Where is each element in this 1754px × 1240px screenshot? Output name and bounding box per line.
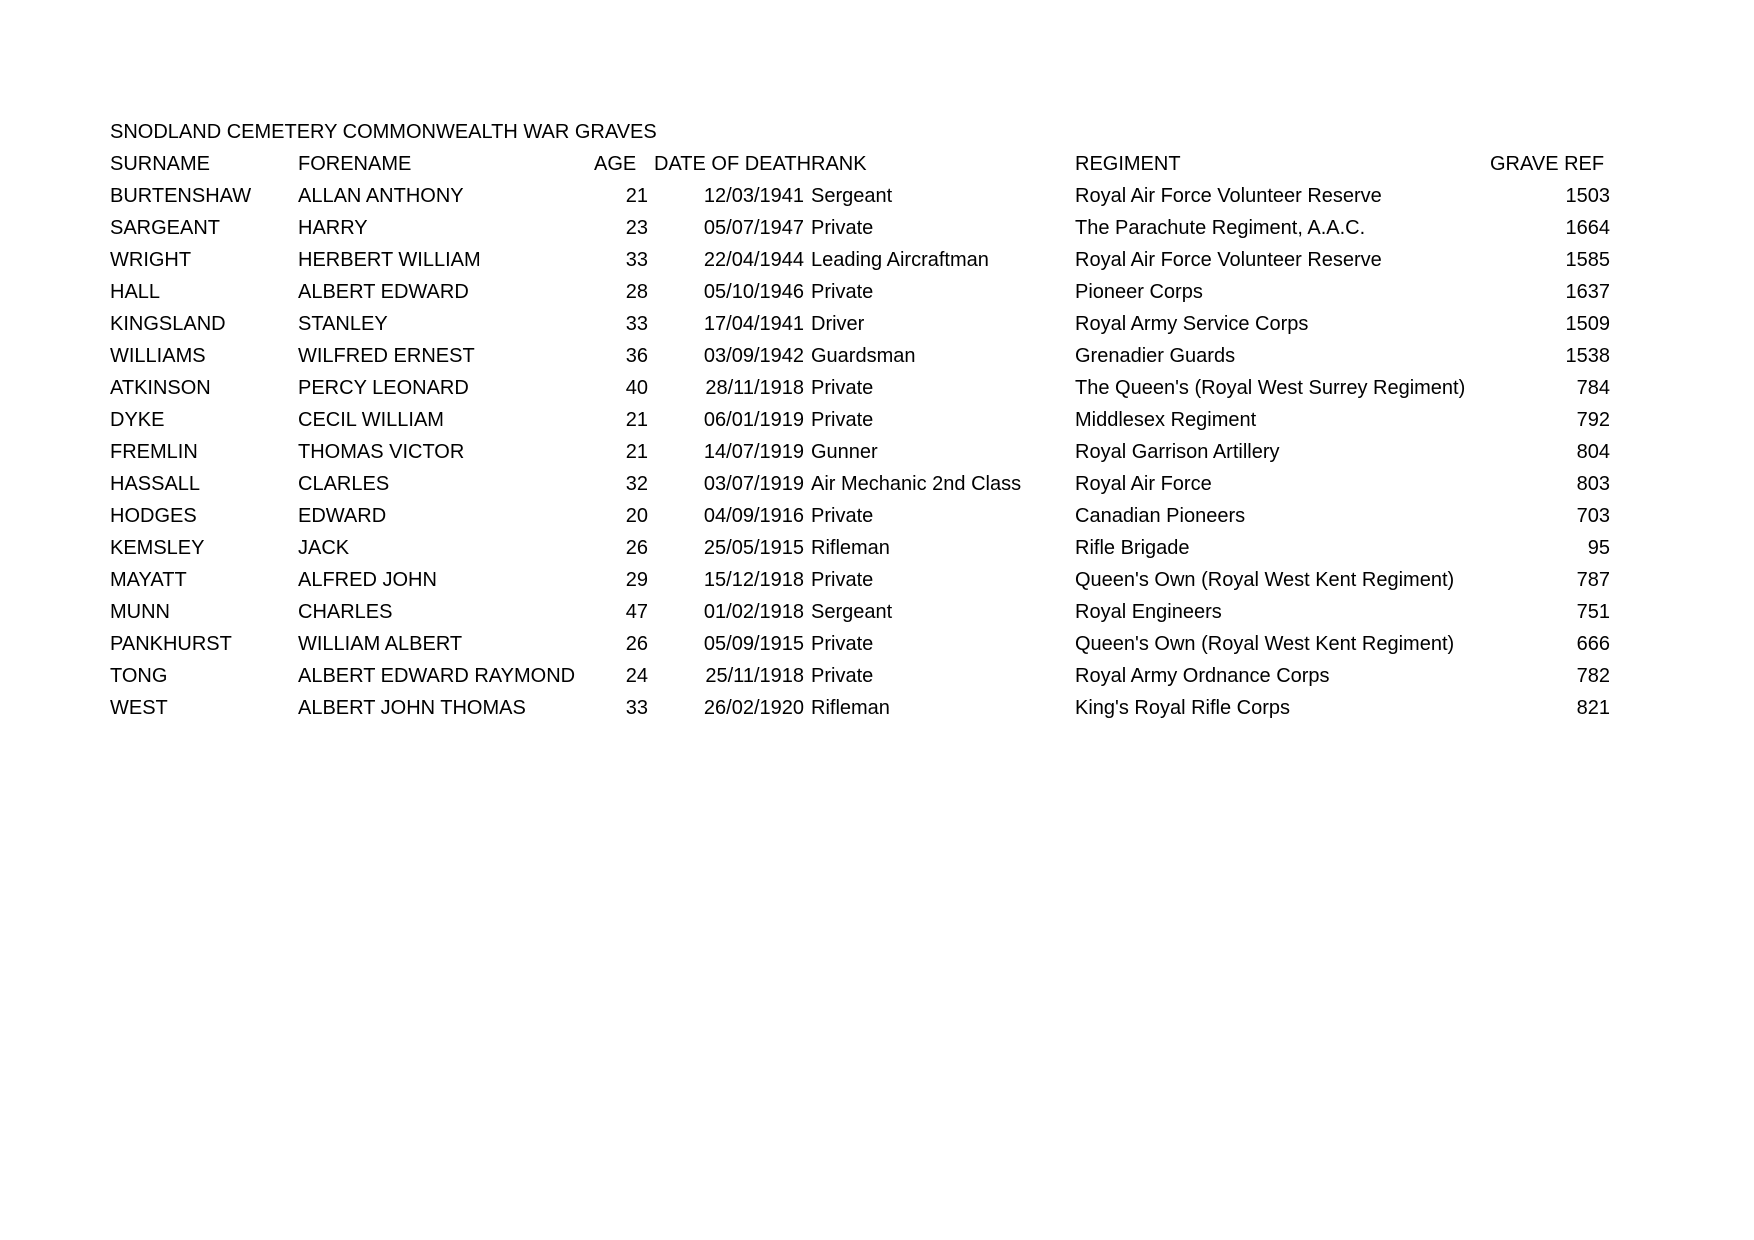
cell-rank: Leading Aircraftman [811, 249, 989, 271]
cell-surname: MAYATT [110, 569, 187, 591]
cell-forename: ALBERT EDWARD [298, 281, 469, 303]
cell-regiment: The Queen's (Royal West Surrey Regiment) [1075, 377, 1466, 399]
cell-surname: SARGEANT [110, 217, 221, 239]
table-body [110, 180, 1610, 724]
cell-date-of-death: 14/07/1919 [703, 441, 804, 463]
cell-regiment: King's Royal Rifle Corps [1075, 697, 1291, 719]
cell-grave-ref: 803 [1576, 473, 1610, 495]
cell-regiment: Royal Engineers [1075, 601, 1222, 623]
cell-forename: CLARLES [298, 473, 390, 495]
cell-forename: CECIL WILLIAM [298, 409, 444, 431]
cell-regiment: Grenadier Guards [1075, 345, 1236, 367]
table-row [110, 340, 1610, 372]
cell-date-of-death: 26/02/1920 [703, 697, 804, 719]
table-row [110, 692, 1610, 724]
cell-forename: EDWARD [298, 505, 387, 527]
cell-rank: Rifleman [811, 537, 890, 559]
cell-surname: HASSALL [110, 473, 201, 495]
table-row [110, 212, 1610, 244]
cell-surname: DYKE [110, 409, 165, 431]
cell-date-of-death: 05/10/1946 [703, 281, 804, 303]
cell-forename: HARRY [298, 217, 368, 239]
cell-age: 21 [625, 185, 648, 207]
table-row [110, 532, 1610, 564]
cell-surname: WILLIAMS [110, 345, 206, 367]
header-forename: FORENAME [298, 153, 412, 175]
cell-date-of-death: 25/11/1918 [705, 665, 804, 687]
table-row [110, 276, 1610, 308]
cell-grave-ref: 1509 [1565, 313, 1610, 335]
cell-grave-ref: 751 [1576, 601, 1610, 623]
cell-grave-ref: 1538 [1565, 345, 1610, 367]
header-row [110, 148, 1610, 180]
table-row [110, 404, 1610, 436]
cell-rank: Private [811, 505, 874, 527]
cell-rank: Gunner [811, 441, 878, 463]
page-title: SNODLAND CEMETERY COMMONWEALTH WAR GRAVES [110, 121, 657, 143]
table-row [110, 372, 1610, 404]
table-row [110, 660, 1610, 692]
cell-age: 33 [625, 697, 648, 719]
header-surname: SURNAME [110, 153, 211, 175]
cell-surname: KEMSLEY [110, 537, 205, 559]
table-row [110, 628, 1610, 660]
cell-age: 36 [625, 345, 648, 367]
cell-grave-ref: 784 [1576, 377, 1610, 399]
cell-forename: ALBERT EDWARD RAYMOND [298, 665, 576, 687]
cell-rank: Private [811, 569, 874, 591]
header-grave-ref: GRAVE REF [1490, 153, 1605, 175]
cell-grave-ref: 821 [1576, 697, 1610, 719]
cell-surname: TONG [110, 665, 168, 687]
cell-age: 32 [625, 473, 648, 495]
cell-grave-ref: 1637 [1565, 281, 1610, 303]
table-row [110, 468, 1610, 500]
cell-forename: WILLIAM ALBERT [298, 633, 463, 655]
cell-regiment: Canadian Pioneers [1075, 505, 1246, 527]
cell-grave-ref: 95 [1587, 537, 1610, 559]
cell-surname: HODGES [110, 505, 197, 527]
cell-surname: WRIGHT [110, 249, 192, 271]
cell-date-of-death: 04/09/1916 [703, 505, 804, 527]
table-row [110, 564, 1610, 596]
cell-date-of-death: 12/03/1941 [703, 185, 804, 207]
cell-forename: WILFRED ERNEST [298, 345, 475, 367]
cell-surname: FREMLIN [110, 441, 198, 463]
cell-rank: Private [811, 409, 874, 431]
cell-surname: WEST [110, 697, 168, 719]
cell-forename: CHARLES [298, 601, 393, 623]
cell-surname: BURTENSHAW [110, 185, 252, 207]
cell-date-of-death: 01/02/1918 [703, 601, 804, 623]
cell-regiment: Royal Air Force Volunteer Reserve [1075, 185, 1382, 207]
cell-age: 33 [625, 249, 648, 271]
cell-regiment: Pioneer Corps [1075, 281, 1203, 303]
cell-date-of-death: 17/04/1941 [703, 313, 804, 335]
cell-date-of-death: 03/09/1942 [703, 345, 804, 367]
cell-regiment: Queen's Own (Royal West Kent Regiment) [1075, 633, 1455, 655]
cell-regiment: Queen's Own (Royal West Kent Regiment) [1075, 569, 1455, 591]
cell-date-of-death: 15/12/1918 [703, 569, 804, 591]
cell-age: 26 [625, 537, 648, 559]
cell-grave-ref: 1503 [1565, 185, 1610, 207]
cell-surname: PANKHURST [110, 633, 232, 655]
cell-grave-ref: 782 [1576, 665, 1610, 687]
cell-grave-ref: 804 [1576, 441, 1610, 463]
cell-age: 47 [625, 601, 648, 623]
cell-grave-ref: 666 [1576, 633, 1610, 655]
cell-age: 21 [625, 441, 648, 463]
cell-grave-ref: 787 [1576, 569, 1610, 591]
table-row [110, 596, 1610, 628]
cell-regiment: Royal Air Force Volunteer Reserve [1075, 249, 1382, 271]
cell-age: 21 [625, 409, 648, 431]
cell-rank: Driver [811, 313, 865, 335]
cell-age: 40 [625, 377, 648, 399]
war-graves-table [110, 148, 1610, 724]
cell-grave-ref: 1585 [1565, 249, 1610, 271]
cell-age: 23 [625, 217, 648, 239]
table-row [110, 308, 1610, 340]
cell-regiment: Rifle Brigade [1075, 537, 1190, 559]
header-regiment: REGIMENT [1075, 153, 1181, 175]
cell-forename: ALFRED JOHN [298, 569, 437, 591]
cell-rank: Sergeant [811, 185, 893, 207]
cell-date-of-death: 22/04/1944 [703, 249, 804, 271]
cell-date-of-death: 03/07/1919 [703, 473, 804, 495]
cell-forename: HERBERT WILLIAM [298, 249, 481, 271]
cell-age: 28 [625, 281, 648, 303]
cell-rank: Private [811, 217, 874, 239]
cell-date-of-death: 05/07/1947 [703, 217, 804, 239]
cell-grave-ref: 792 [1576, 409, 1610, 431]
cell-regiment: The Parachute Regiment, A.A.C. [1075, 217, 1366, 239]
cell-rank: Private [811, 281, 874, 303]
cell-age: 26 [625, 633, 648, 655]
table-row [110, 436, 1610, 468]
cell-age: 33 [625, 313, 648, 335]
cell-date-of-death: 06/01/1919 [703, 409, 804, 431]
cell-age: 20 [625, 505, 648, 527]
cell-rank: Private [811, 633, 874, 655]
cell-date-of-death: 28/11/1918 [705, 377, 804, 399]
cell-forename: THOMAS VICTOR [298, 441, 465, 463]
cell-regiment: Royal Air Force [1075, 473, 1212, 495]
cell-surname: MUNN [110, 601, 170, 623]
table-row [110, 180, 1610, 212]
table-row [110, 500, 1610, 532]
header-rank: RANK [811, 153, 867, 175]
cell-forename: ALLAN ANTHONY [298, 185, 464, 207]
header-date-of-death: DATE OF DEATH [654, 153, 812, 175]
cell-rank: Rifleman [811, 697, 890, 719]
cell-surname: HALL [110, 281, 161, 303]
cell-regiment: Middlesex Regiment [1075, 409, 1257, 431]
cell-age: 29 [625, 569, 648, 591]
spreadsheet-page [110, 116, 1610, 724]
cell-rank: Sergeant [811, 601, 893, 623]
cell-date-of-death: 25/05/1915 [703, 537, 804, 559]
table-row [110, 244, 1610, 276]
cell-regiment: Royal Army Ordnance Corps [1075, 665, 1330, 687]
cell-date-of-death: 05/09/1915 [703, 633, 804, 655]
cell-forename: STANLEY [298, 313, 388, 335]
cell-rank: Private [811, 665, 874, 687]
cell-forename: ALBERT JOHN THOMAS [298, 697, 526, 719]
cell-rank: Guardsman [811, 345, 916, 367]
cell-rank: Private [811, 377, 874, 399]
cell-age: 24 [625, 665, 648, 687]
cell-rank: Air Mechanic 2nd Class [811, 473, 1022, 495]
cell-forename: JACK [298, 537, 350, 559]
cell-regiment: Royal Army Service Corps [1075, 313, 1309, 335]
cell-regiment: Royal Garrison Artillery [1075, 441, 1280, 463]
cell-forename: PERCY LEONARD [298, 377, 469, 399]
cell-surname: KINGSLAND [110, 313, 226, 335]
header-age: AGE [594, 153, 637, 175]
cell-surname: ATKINSON [110, 377, 211, 399]
cell-grave-ref: 1664 [1565, 217, 1610, 239]
cell-grave-ref: 703 [1576, 505, 1610, 527]
